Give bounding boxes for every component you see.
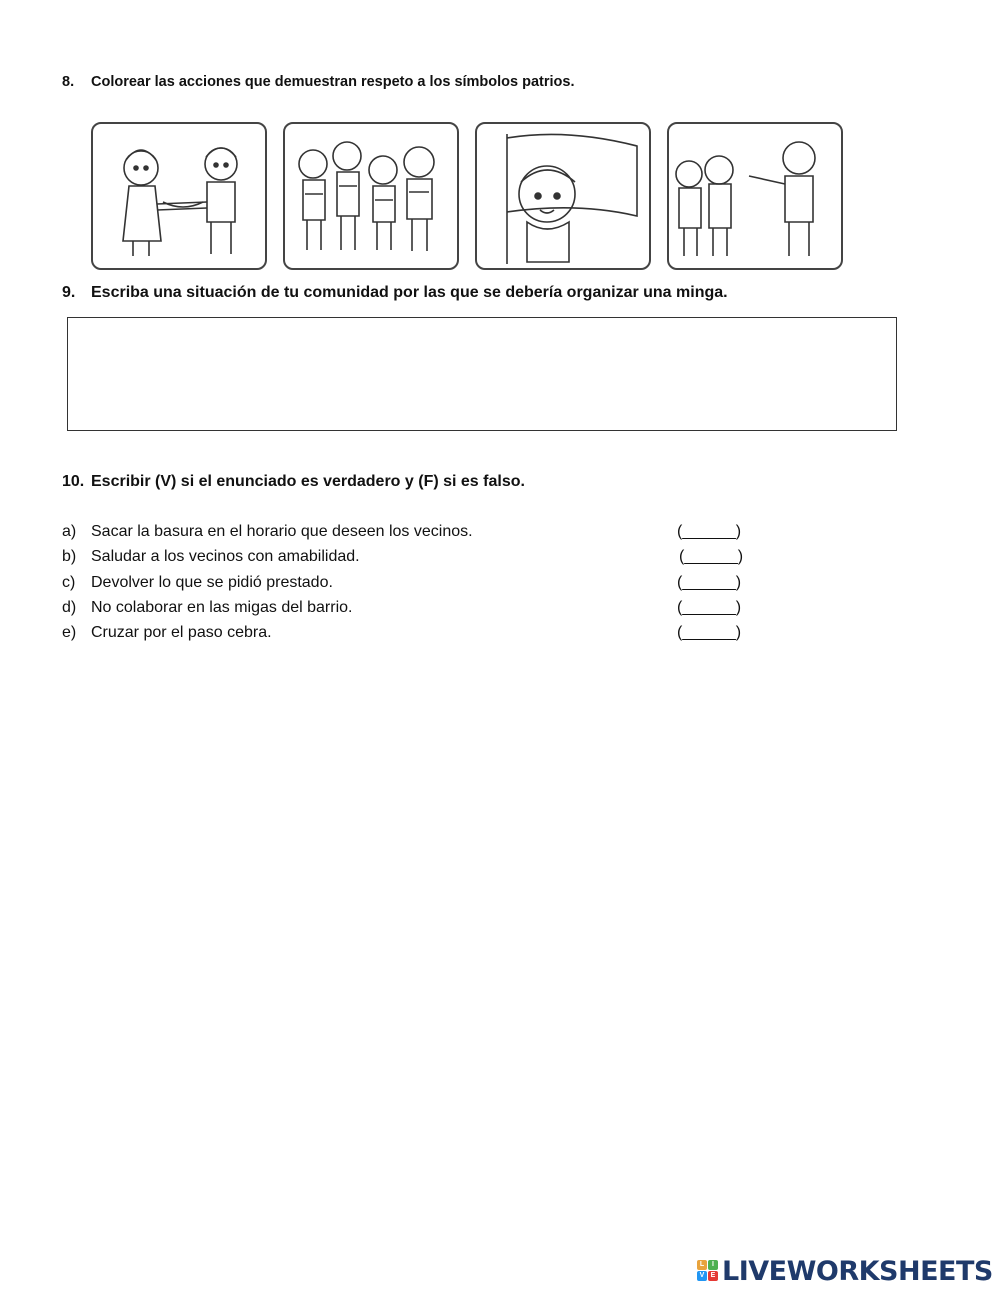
true-false-list — [62, 522, 762, 648]
list-item — [62, 522, 762, 547]
illustration-flag-salute[interactable] — [475, 122, 651, 270]
list-item — [62, 598, 762, 623]
answer-blank[interactable]: (______) — [677, 598, 742, 616]
logo-text: LIVEWORKSHEETS — [722, 1256, 993, 1287]
logo-letter: E — [708, 1271, 718, 1281]
logo-letter: V — [697, 1271, 707, 1281]
item-text: Cruzar por el paso cebra. — [91, 624, 272, 642]
answer-blank[interactable]: (______) — [677, 573, 742, 591]
question-text: Escribir (V) si el enunciado es verdadero y (F) si es falso. — [91, 473, 525, 490]
item-text: Sacar la basura en el horario que deseen los vecinos. — [91, 523, 473, 540]
list-item — [62, 623, 762, 648]
answer-blank[interactable]: (______) — [677, 523, 742, 540]
list-item — [62, 547, 762, 572]
list-item — [62, 573, 762, 598]
question-number: 9. — [62, 284, 76, 301]
illustration-group-salute[interactable] — [283, 122, 459, 270]
item-letter: a) — [62, 523, 77, 540]
item-letter: b) — [62, 548, 77, 566]
illustration-pointing[interactable] — [667, 122, 843, 270]
item-text: Saludar a los vecinos con amabilidad. — [91, 548, 360, 566]
illustration-row — [91, 120, 843, 270]
question-number: 10. — [62, 473, 85, 490]
answer-blank[interactable]: (______) — [679, 548, 744, 566]
logo-icon — [697, 1260, 719, 1282]
item-letter: d) — [62, 598, 77, 616]
question-9 — [62, 284, 728, 302]
logo-letter: L — [697, 1260, 707, 1270]
question-text: Colorear las acciones que demuestran respeto a los símbolos patrios. — [91, 74, 575, 90]
question-8 — [62, 74, 575, 90]
question-number: 8. — [62, 74, 75, 90]
question-text: Escriba una situación de tu comunidad por las que se debería organizar una minga. — [91, 284, 728, 301]
illustration-handing-flag[interactable] — [91, 122, 267, 270]
item-letter: e) — [62, 624, 77, 642]
logo-letter: I — [708, 1260, 718, 1270]
answer-blank[interactable]: (______) — [677, 624, 742, 642]
item-text: No colaborar en las migas del barrio. — [91, 598, 353, 616]
item-text: Devolver lo que se pidió prestado. — [91, 573, 333, 591]
item-letter: c) — [62, 573, 76, 591]
answer-textbox[interactable] — [67, 317, 897, 431]
liveworksheets-logo — [697, 1256, 997, 1286]
question-10 — [62, 473, 525, 491]
